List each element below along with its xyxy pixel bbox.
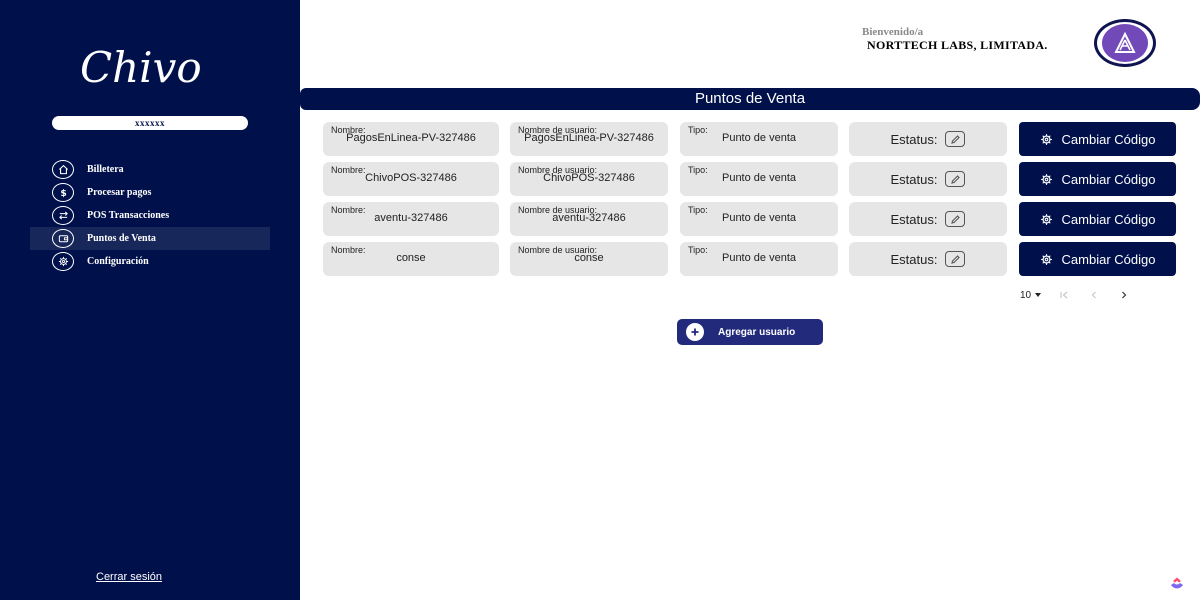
chevron-right-icon [1119,290,1129,300]
status-field [849,122,1007,156]
svg-text:Chivo: Chivo [80,43,202,92]
change-code-button[interactable] [1019,122,1176,156]
settings-icon [1040,173,1053,186]
prev-page-button[interactable] [1087,288,1101,302]
username-field [510,202,668,236]
status-field [849,242,1007,276]
name-value: PagosEnLinea-PV-327486 [346,132,476,144]
settings-icon [1040,253,1053,266]
caret-down-icon [1035,293,1041,297]
username-label: Nombre de usuario: [518,205,598,215]
type-field [680,242,838,276]
type-label: Tipo: [688,205,708,215]
transfer-icon [52,206,74,225]
name-value: ChivoPOS-327486 [365,172,457,184]
name-field [323,202,499,236]
sidebar-item-procesar-pagos[interactable] [30,181,270,204]
chevron-left-icon [1089,290,1099,300]
gear-icon [52,252,74,271]
type-label: Tipo: [688,165,708,175]
user-name-pill: xxxxxx [52,116,248,130]
welcome-text: Bienvenido/a [862,26,924,38]
pencil-icon [950,134,961,145]
username-field [510,122,668,156]
dollar-icon [52,183,74,202]
status-field [849,202,1007,236]
home-icon [52,160,74,179]
status-label: Estatus: [890,211,938,227]
settings-icon [1040,133,1053,146]
type-label: Tipo: [688,125,708,135]
type-field [680,162,838,196]
name-value: conse [396,252,426,264]
name-label: Nombre: [331,245,366,255]
pencil-icon [950,174,961,185]
svg-text:$: $ [59,188,67,198]
sidebar-item-puntos-de-venta[interactable] [30,227,270,250]
username-field [510,242,668,276]
type-value: Punto de venta [721,132,796,144]
sidebar-item-label: Configuración [87,256,149,267]
change-code-label: Cambiar Código [1061,251,1156,267]
edit-status-button[interactable] [945,131,965,147]
status-label: Estatus: [890,131,938,147]
chivo-logo [80,42,220,92]
status-field [849,162,1007,196]
first-page-button[interactable] [1057,288,1071,302]
sidebar-item-label: Procesar pagos [87,187,152,198]
list-item [323,122,1178,156]
change-code-label: Cambiar Código [1061,211,1156,227]
clickup-icon[interactable] [1168,574,1186,592]
username-value: aventu-327486 [552,212,626,224]
sidebar-item-label: Billetera [87,164,124,175]
username-value: PagosEnLinea-PV-327486 [524,132,654,144]
type-value: Punto de venta [721,252,796,264]
avatar-logo-icon [1102,24,1148,62]
company-name: NORTTECH LABS, LIMITADA. [867,38,1048,52]
username-label: Nombre de usuario: [518,125,598,135]
sidebar-item-label: Puntos de Venta [87,233,156,244]
page-title: Puntos de Venta [300,88,1200,110]
plus-circle-icon [686,323,704,341]
type-field [680,202,838,236]
username-value: ChivoPOS-327486 [543,172,635,184]
page-size-select[interactable] [1020,290,1041,301]
sidebar [0,0,300,600]
sidebar-item-billetera[interactable] [30,158,270,181]
name-label: Nombre: [331,165,366,175]
username-field [510,162,668,196]
username-label: Nombre de usuario: [518,165,598,175]
avatar[interactable] [1094,19,1156,67]
change-code-button[interactable] [1019,202,1176,236]
page-size-value: 10 [1020,289,1032,301]
name-label: Nombre: [331,205,366,215]
logout-link[interactable]: Cerrar sesión [96,571,163,583]
status-label: Estatus: [890,251,938,267]
settings-icon [1040,213,1053,226]
list-item [323,242,1178,276]
pagination [1020,288,1131,302]
sidebar-item-configuracion[interactable] [30,250,270,273]
type-label: Tipo: [688,245,708,255]
name-value: aventu-327486 [374,212,448,224]
pencil-icon [950,254,961,265]
name-field [323,122,499,156]
list-item [323,202,1178,236]
wallet-icon [52,229,74,248]
type-value: Punto de venta [721,172,796,184]
username-label: Nombre de usuario: [518,245,598,255]
name-field [323,162,499,196]
next-page-button[interactable] [1117,288,1131,302]
sidebar-item-pos-transacciones[interactable] [30,204,270,227]
name-field [323,242,499,276]
status-label: Estatus: [890,171,938,187]
sidebar-nav [30,158,270,273]
edit-status-button[interactable] [945,251,965,267]
name-label: Nombre: [331,125,366,135]
pencil-icon [950,214,961,225]
change-code-label: Cambiar Código [1061,171,1156,187]
add-user-label: Agregar usuario [718,326,796,338]
pos-list [323,122,1178,282]
add-user-button[interactable] [677,319,823,345]
type-field [680,122,838,156]
first-page-icon [1059,290,1069,300]
change-code-button[interactable] [1019,242,1176,276]
sidebar-item-label: POS Transacciones [87,210,170,221]
list-item [323,162,1178,196]
edit-status-button[interactable] [945,171,965,187]
change-code-button[interactable] [1019,162,1176,196]
type-value: Punto de venta [721,212,796,224]
username-value: conse [574,252,604,264]
change-code-label: Cambiar Código [1061,131,1156,147]
edit-status-button[interactable] [945,211,965,227]
